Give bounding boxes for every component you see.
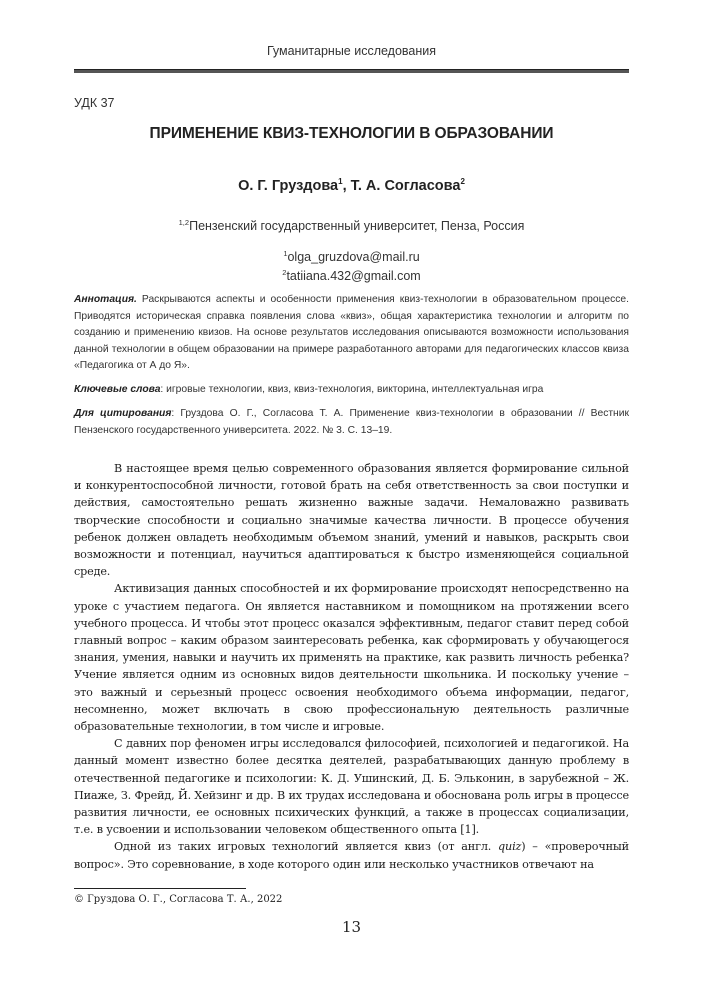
authors-separator: , — [342, 178, 351, 194]
footnote-rule — [74, 888, 246, 889]
email-mark: 2 — [282, 268, 287, 277]
body-paragraph: В настоящее время целью современного образования является формирование сильной и конкурентоспособной личности, готовой брать на себя ответственность за свои поступки и действия, самостоятельно решать жизненно важные задачи. Немаловажно развивать творческие способности и социально значимые качества личности. В процессе обучения ребенок должен овладеть необходимым объемом знаний, умений и навыков, раскрыть свои возможности и потенциал, научиться адаптироваться к быстро изменяющейся социальной среде. — [74, 462, 629, 579]
body-paragraph: С давних пор феномен игры исследовался философией, психологией и педагогикой. На данный момент известно более десятка деятелей, разрабатывающих данную проблему в отечественной педагогике и психологии: К. Д. Ушинский, Д. Б. Эльконин, в зарубежной – Ж. Пиаже, З. Фрейд, Й. Хейзинг и др. В их трудах исследована и обоснована роль игры в процессе развития личности, ее основных психических функций, а также в процессах социализации, т.е. в усвоении и использовании человеком общественного опыта [1]. — [74, 737, 629, 837]
body-paragraph: Активизация данных способностей и их формирование происходят непосредственно на уроке с участием педагога. Он является наставником и помощником на протяжении всего учебного процесса. И чтобы этот процесс оказался эффективным, педагог ставит перед собой главный вопрос – каким образом заинтересовать ребенка, как сформировать у обучающегося знания, умения, навыки и научить их применять на практике, как развить личность ребенка? Учение является одним из основных видов деятельности школьника. И поскольку учение – это важный и серьезный процесс освоения необходимого объема информации, педагог, несомненно, может включать в свою профессиональную деятельность различные образовательные технологии, в том числе и игровые. — [74, 582, 629, 734]
keywords — [74, 382, 629, 399]
article-title: ПРИМЕНЕНИЕ КВИЗ-ТЕХНОЛОГИИ В ОБРАЗОВАНИИ — [149, 125, 554, 142]
email-line — [74, 265, 629, 284]
citation-label: Для цитирования — [74, 408, 172, 419]
copyright-footnote: © Груздова О. Г., Согласова Т. А., 2022 — [74, 894, 283, 905]
email-link[interactable]: tatiiana.432@gmail.com — [286, 269, 421, 283]
email-line — [74, 246, 629, 265]
authors-line — [74, 177, 629, 194]
abstract — [74, 292, 629, 375]
abstract-text: Раскрываются аспекты и особенности применения квиз-технологии в образовательном процессе. Приводятся историческая справка появления слова «квиз», общая характеристика технологии и алгоритм по созданию и применению квизов. На основе результатов исследования описываются возможности использования данной технологии в общем образовании на примере разработанного авторами для педагогических классов квиза «Педагогика от А до Я». — [74, 294, 629, 371]
article-body — [74, 460, 629, 873]
body-paragraph — [74, 838, 629, 872]
email-mark: 1 — [283, 249, 288, 258]
header-rule — [74, 69, 629, 73]
udk-code: УДК 37 — [74, 96, 115, 110]
running-head: Гуманитарные исследования — [266, 44, 437, 58]
citation-text: : Груздова О. Г., Согласова Т. А. Применение квиз-технологии в образовании // Вестник Пензенского государственного университета. 2022. № 3. С. 13–19. — [74, 408, 630, 436]
author-name: Т. А. Согласова — [350, 178, 461, 194]
affiliation-mark: 1,2 — [178, 218, 190, 227]
author-emails — [74, 246, 629, 284]
keywords-text: : игровые технологии, квиз, квиз-технология, викторина, интеллектуальная игра — [160, 384, 544, 395]
author-name: О. Г. Груздова — [238, 178, 339, 194]
affiliation — [74, 218, 629, 233]
author-affil-mark: 2 — [460, 177, 465, 186]
affiliation-text: Пензенский государственный университет, Пенза, Россия — [189, 219, 525, 233]
keywords-label: Ключевые слова — [74, 384, 161, 395]
abstract-label: Аннотация. — [74, 294, 137, 305]
page-number: 13 — [341, 918, 362, 936]
email-link[interactable]: olga_gruzdova@mail.ru — [287, 250, 420, 264]
citation — [74, 406, 629, 439]
author-affil-mark: 1 — [338, 177, 343, 186]
italic-term: quiz — [498, 840, 522, 854]
paragraph-text: ) – «проверочный вопрос». Это соревнование, в ходе которого один или несколько участников отвечают на — [74, 840, 629, 871]
paragraph-text: Одной из таких игровых технологий является квиз (от англ. — [114, 840, 499, 854]
